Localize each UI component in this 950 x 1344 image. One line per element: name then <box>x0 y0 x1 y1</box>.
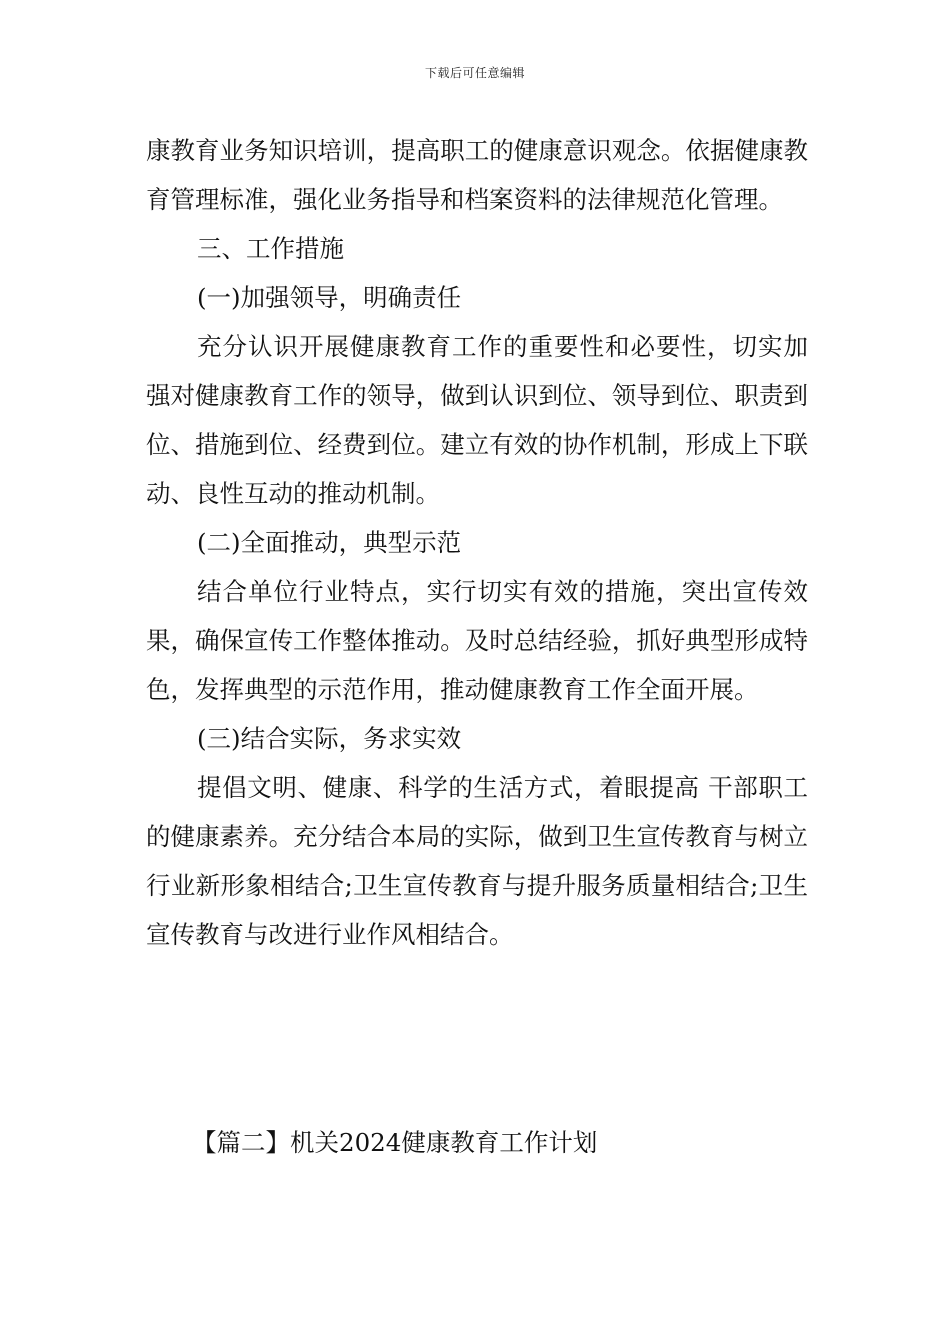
heading-work-measures: 三、工作措施 <box>197 234 344 263</box>
paragraph-leadership: 充分认识开展健康教育工作的重要性和必要性，切实加强对健康教育工作的领导，做到认识到位、领导到位、职责到位、措施到位、经费到位。建立有效的协作机制，形成上下联动、良性互动的推动机制。 <box>146 332 808 508</box>
paragraph-continuation: 康教育业务知识培训，提高职工的健康意识观念。依据健康教育管理标准，强化业务指导和档案资料的法律规范化管理。 <box>146 136 808 214</box>
section-title: 【篇二】机关2024健康教育工作计划 <box>192 1128 598 1157</box>
subheading-promotion: (二)全面推动，典型示范 <box>197 528 462 557</box>
subheading-practical: (三)结合实际，务求实效 <box>197 724 462 753</box>
page-header: 下载后可任意编辑 <box>424 66 525 80</box>
paragraph-practical: 提倡文明、健康、科学的生活方式，着眼提高 干部职工的健康素养。充分结合本局的实际，做到卫生宣传教育与树立行业新形象相结合;卫生宣传教育与提升服务质量相结合;卫生宣传教育与改进行业作风相结合。 <box>146 773 808 949</box>
subheading-leadership: (一)加强领导，明确责任 <box>197 283 462 312</box>
document-body <box>146 126 808 959</box>
paragraph-promotion: 结合单位行业特点，实行切实有效的措施，突出宣传效果，确保宣传工作整体推动。及时总结经验，抓好典型形成特色，发挥典型的示范作用，推动健康教育工作全面开展。 <box>146 577 808 704</box>
